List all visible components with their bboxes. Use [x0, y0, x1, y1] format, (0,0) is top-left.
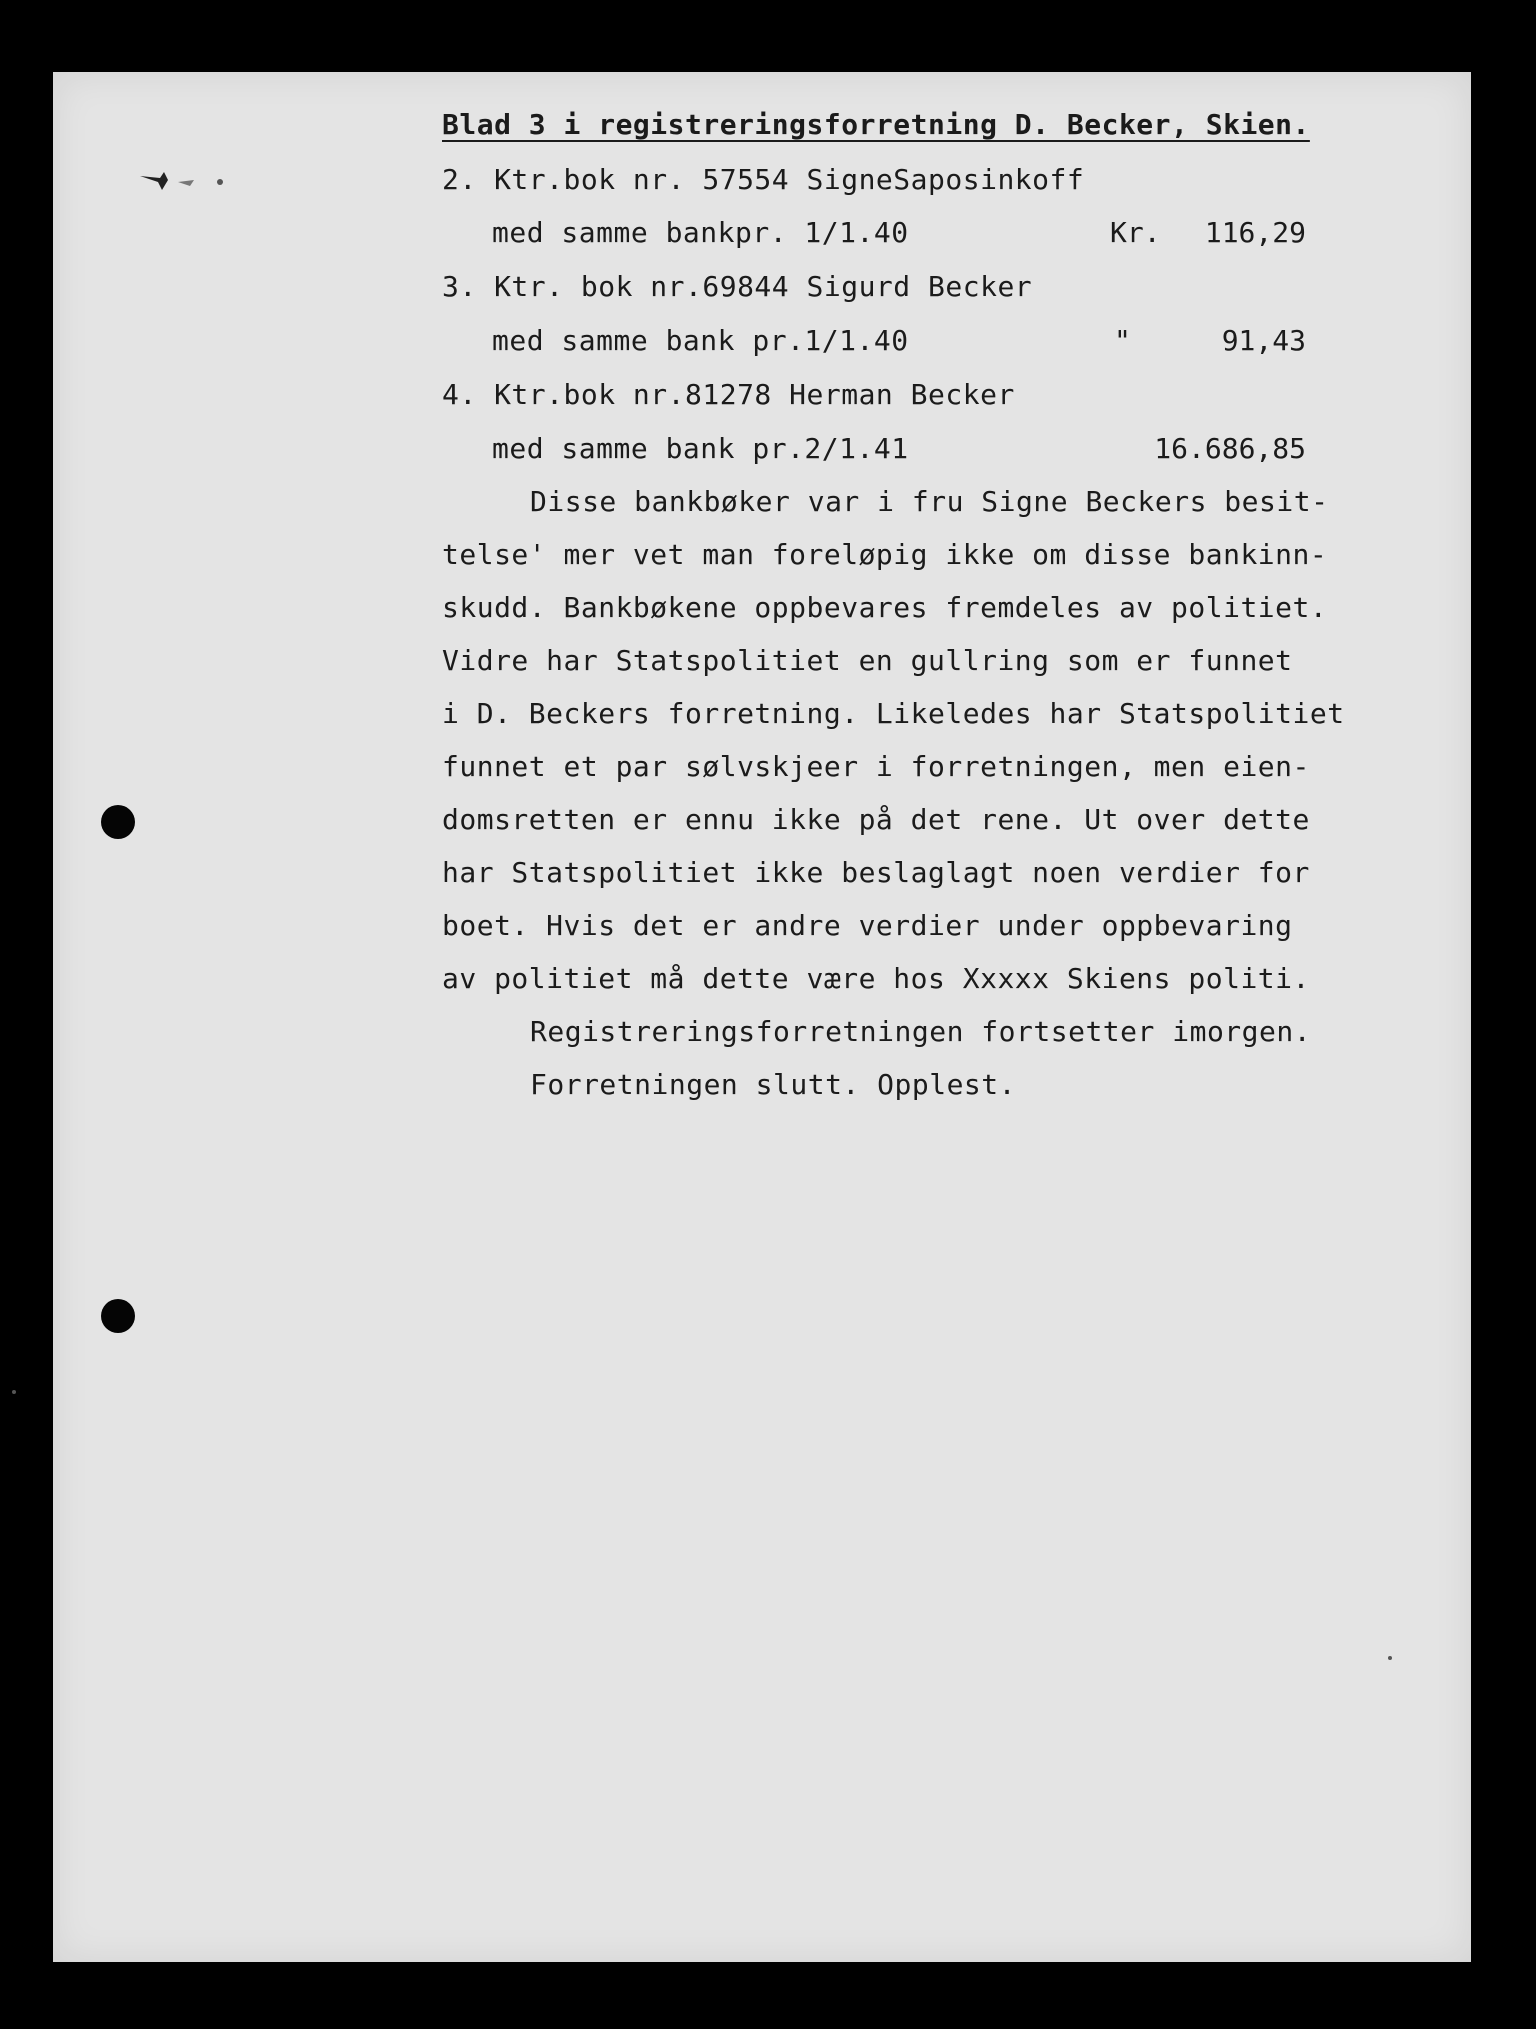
paragraph-line: funnet et par sølvskjeer i forretningen, men eien- [442, 750, 1310, 783]
entry-2-amount: 116,29 [1204, 216, 1306, 249]
closing-line: Forretningen slutt. Opplest. [530, 1068, 1017, 1101]
closing-line: Registreringsforretningen fortsetter imorgen. [530, 1015, 1312, 1048]
entry-4-line-1: 4. Ktr.bok nr.81278 Herman Becker [442, 378, 1015, 411]
ink-smudge [138, 168, 228, 194]
paragraph-line: har Statspolitiet ikke beslaglagt noen verdier for [442, 856, 1310, 889]
entry-2-currency: Kr. [1110, 216, 1161, 249]
stray-mark [1388, 1656, 1392, 1660]
punch-hole-upper [101, 805, 135, 839]
paragraph-line: Vidre har Statspolitiet en gullring som er funnet [442, 644, 1293, 677]
paragraph-line: domsretten er ennu ikke på det rene. Ut over dette [442, 803, 1310, 836]
paragraph-line: boet. Hvis det er andre verdier under oppbevaring [442, 909, 1293, 942]
entry-2-line-2: med samme bankpr. 1/1.40 [492, 216, 909, 249]
entry-4-line-2: med samme bank pr.2/1.41 [492, 432, 909, 465]
paragraph-line: i D. Beckers forretning. Likeledes har Statspolitiet [442, 697, 1345, 730]
paragraph-line: av politiet må dette være hos Xxxxx Skiens politi. [442, 962, 1310, 995]
page-heading: Blad 3 i registreringsforretning D. Becker, Skien. [442, 108, 1310, 141]
entry-3-line-1: 3. Ktr. bok nr.69844 Sigurd Becker [442, 270, 1033, 303]
punch-hole-lower [101, 1299, 135, 1333]
paragraph-line: skudd. Bankbøkene oppbevares fremdeles av politiet. [442, 591, 1328, 624]
entry-2-line-1: 2. Ktr.bok nr. 57554 SigneSaposinkoff [442, 163, 1085, 196]
paragraph-line: telse' mer vet man foreløpig ikke om disse bankinn- [442, 538, 1328, 571]
paragraph-line: Disse bankbøker var i fru Signe Beckers besit- [530, 485, 1329, 518]
entry-3-line-2: med samme bank pr.1/1.40 [492, 324, 909, 357]
entry-3-ditto-mark: " [1114, 324, 1131, 357]
entry-3-amount: 91,43 [1221, 324, 1306, 357]
stray-mark [12, 1390, 16, 1394]
entry-4-amount: 16.686,85 [1154, 432, 1306, 465]
